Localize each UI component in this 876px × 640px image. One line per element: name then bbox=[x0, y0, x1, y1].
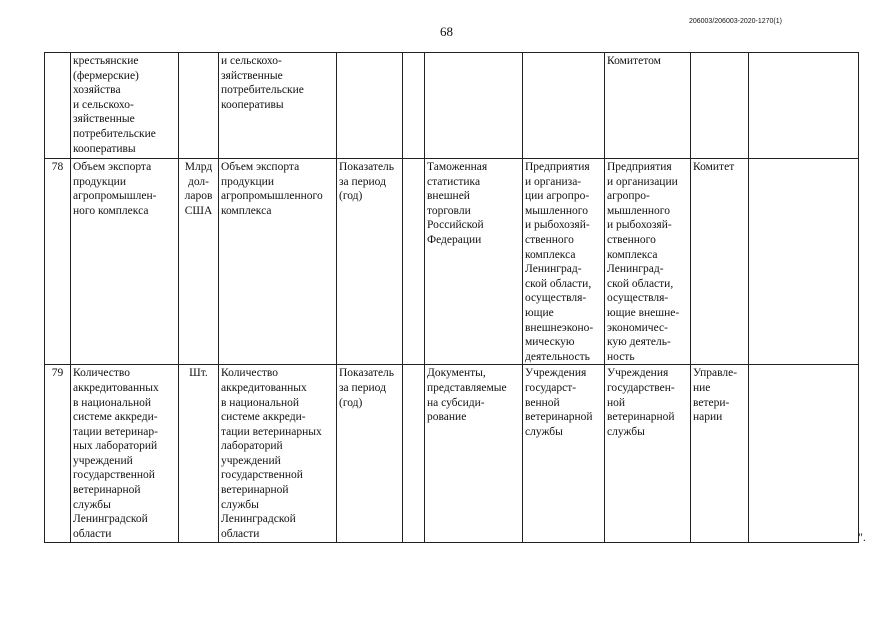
indicators-table bbox=[44, 52, 859, 543]
row-number-cell: 79 bbox=[45, 365, 71, 543]
responsible-cell: Учреждения государствен- ной ветеринарной службы bbox=[605, 365, 691, 543]
blank-cell bbox=[403, 53, 425, 159]
responsible-cell: Комитетом bbox=[605, 53, 691, 159]
responsible-cell: Предприятия и организации агропро- мышленного и рыбохозяй- ственного комплекса Ленинград- ской области, осуществля- ющие внешне- экономичес- кую деятель- ность bbox=[605, 159, 691, 365]
extra-cell bbox=[749, 53, 859, 159]
data-source-cell bbox=[425, 53, 523, 159]
table-row bbox=[45, 365, 859, 543]
closing-quote: ". bbox=[858, 530, 866, 544]
unit-cell: Шт. bbox=[179, 365, 219, 543]
executor-cell: Управле- ние ветери- нарии bbox=[691, 365, 749, 543]
extra-cell bbox=[749, 159, 859, 365]
definition-cell: Объем экспорта продукции агропромышленного комплекса bbox=[219, 159, 337, 365]
extra-cell bbox=[749, 365, 859, 543]
indicator-name-cell: Количество аккредитованных в национальной системе аккреди- тации ветеринар- ных лабораторий учреждений государственной ветеринарной службы Ленинградской области bbox=[71, 365, 179, 543]
indicator-name-cell: Объем экспорта продукции агропромышлен- ного комплекса bbox=[71, 159, 179, 365]
page-number: 68 bbox=[440, 24, 453, 39]
executor-cell: Комитет bbox=[691, 159, 749, 365]
respondent-cell: Учреждения государст- венной ветеринарной службы bbox=[523, 365, 605, 543]
row-number-cell bbox=[45, 53, 71, 159]
document-id: 206003/206003-2020-1270(1) bbox=[688, 18, 782, 25]
executor-cell bbox=[691, 53, 749, 159]
indicator-name-cell: крестьянские (фермерские) хозяйства и сельскохо- зяйственные потребительские кооперативы bbox=[71, 53, 179, 159]
respondent-cell bbox=[523, 53, 605, 159]
indicator-type-cell bbox=[337, 53, 403, 159]
definition-cell: и сельскохо- зяйственные потребительские кооперативы bbox=[219, 53, 337, 159]
definition-cell: Количество аккредитованных в национальной системе аккреди- тации ветеринарных лабораторий учреждений государственной ветеринарной службы Ленинградской области bbox=[219, 365, 337, 543]
unit-cell: Млрд дол- ларов США bbox=[179, 159, 219, 365]
table-row bbox=[45, 159, 859, 365]
row-number-cell: 78 bbox=[45, 159, 71, 365]
table-row bbox=[45, 53, 859, 159]
data-source-cell: Документы, представляемые на субсиди- рование bbox=[425, 365, 523, 543]
respondent-cell: Предприятия и организа- ции агропро- мышленного и рыбохозяй- ственного комплекса Ленинград- ской области, осуществля- ющие внешнеэконо- мическую деятельность bbox=[523, 159, 605, 365]
blank-cell bbox=[403, 159, 425, 365]
data-source-cell: Таможенная статистика внешней торговли Российской Федерации bbox=[425, 159, 523, 365]
indicator-type-cell: Показатель за период (год) bbox=[337, 365, 403, 543]
unit-cell bbox=[179, 53, 219, 159]
blank-cell bbox=[403, 365, 425, 543]
indicator-type-cell: Показатель за период (год) bbox=[337, 159, 403, 365]
